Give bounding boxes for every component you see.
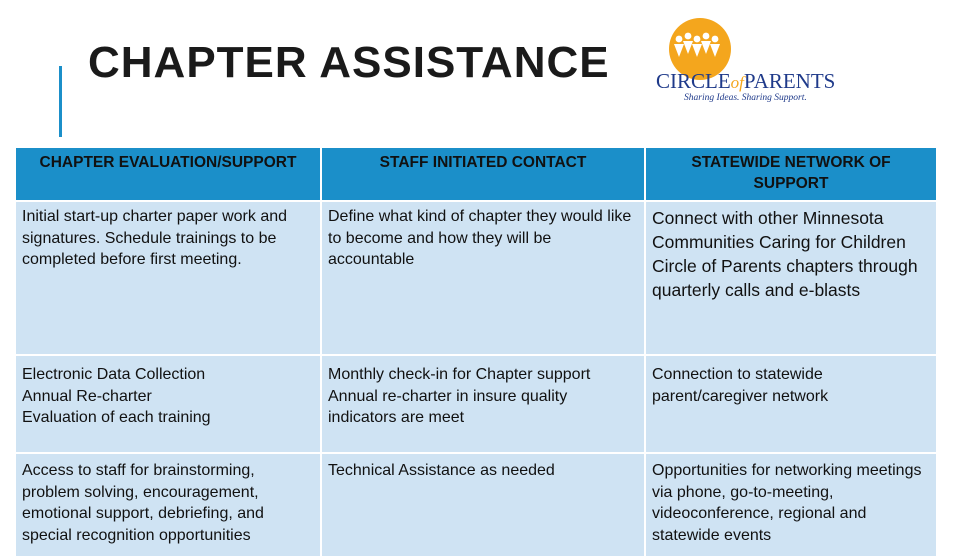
table-row [15,201,937,355]
table-cell: Electronic Data Collection Annual Re-charter Evaluation of each training [15,355,321,453]
table-cell: Opportunities for networking meetings via phone, go-to-meeting, videoconference, regional and statewide events [645,453,937,557]
table-cell: Initial start-up charter paper work and signatures. Schedule trainings to be completed before first meeting. [15,201,321,355]
logo-tagline: Sharing Ideas. Sharing Support. [684,93,807,103]
table-cell: Technical Assistance as needed [321,453,645,557]
logo-name-main: CIRCLE [656,69,731,93]
table-row [15,453,937,557]
title-accent-bar [59,66,62,137]
table-cell: Access to staff for brainstorming, problem solving, encouragement, emotional support, debriefing, and special recognition opportunities [15,453,321,557]
table-cell: Monthly check-in for Chapter support Annual re-charter in insure quality indicators are meet [321,355,645,453]
header-statewide-network: STATEWIDE NETWORK OF SUPPORT [645,147,937,201]
table-cell: Define what kind of chapter they would like to become and how they will be accountable [321,201,645,355]
table-cell: Connect with other Minnesota Communities Caring for Children Circle of Parents chapters through quarterly calls and e-blasts [645,201,937,355]
assistance-table [14,146,938,558]
table-row [15,355,937,453]
circle-of-parents-logo [654,12,840,105]
svg-text:CIRCLEofPARENTS [656,69,835,93]
slide-title: CHAPTER ASSISTANCE [88,38,610,87]
logo-name-of: of [730,73,744,92]
logo-name-end: PARENTS [743,69,836,93]
header-chapter-evaluation: CHAPTER EVALUATION/SUPPORT [15,147,321,201]
table-header-row [15,147,937,201]
header-staff-initiated: STAFF INITIATED CONTACT [321,147,645,201]
table-cell: Connection to statewide parent/caregiver network [645,355,937,453]
